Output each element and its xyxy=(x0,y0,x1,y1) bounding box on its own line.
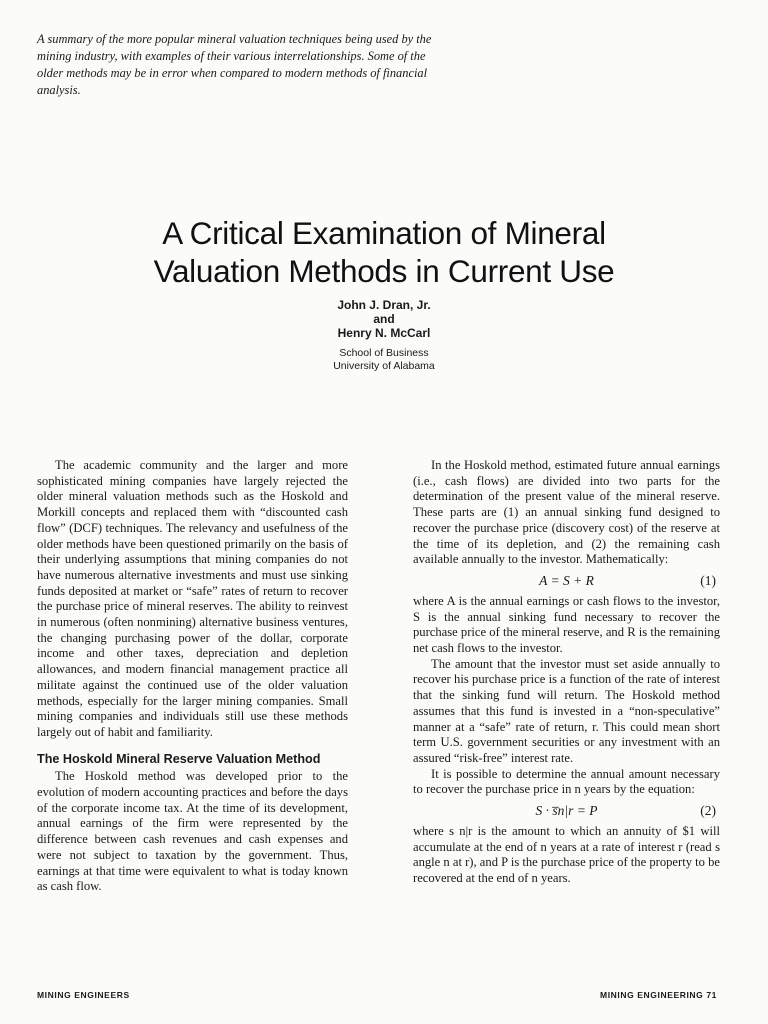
footer-left: MINING ENGINEERS xyxy=(37,990,130,1000)
equation-1-formula: A = S + R xyxy=(539,572,594,588)
author-conjunction: and xyxy=(373,312,395,326)
authors xyxy=(0,298,768,340)
intro-paragraph: The academic community and the larger and more sophisticated mining companies have largely rejected the older mineral valuation methods such as the Hoskold and Morkill concepts and replaced them with “discounted cash flow” (DCF) techniques. The relevancy and usefulness of the older methods have been questioned primarily on the basis of their underlying assumptions that mining companies do not have numerous alternative investments and must use sinking funds deposited at market or “safe” rates of return to recover the purchase price of mineral reserves. The ability to reinvest in numerous (often nonmining) alternative business ventures, the changing purchasing power of the dollar, corporate income and other taxes, depreciation and depletion allowances, and modern financial management practice all militate against the continued use of the older valuation methods, especially for the larger mining companies. Small mining companies and individuals still use these methods largely out of habit and familiarity. xyxy=(37,458,348,739)
affiliation-line-1: School of Business xyxy=(339,347,429,359)
left-column xyxy=(37,458,348,895)
right-paragraph-1: In the Hoskold method, estimated future annual earnings (i.e., cash flows) are divided into two parts for the determination of the present value of the mineral reserve. These parts are (1) an annual sinking fund designed to recover the purchase price (discovery cost) of the reserve at the time of its depletion, and (2) the remaining cash available annually to the investor. Mathematically: xyxy=(413,458,720,567)
title-line-2: Valuation Methods in Current Use xyxy=(153,253,615,289)
right-paragraph-5: where s n|r is the amount to which an annuity of $1 will accumulate at the end of n years at a rate of interest r (read s angle n at r), and P is the purchase price of the property to be recovered at the end of n years. xyxy=(413,824,720,886)
right-column xyxy=(413,458,720,887)
article-title xyxy=(0,214,768,290)
footer-right: MINING ENGINEERING 71 xyxy=(600,990,717,1000)
author-1: John J. Dran, Jr. xyxy=(337,298,431,312)
right-paragraph-4: It is possible to determine the annual amount necessary to recover the purchase price in n years by the equation: xyxy=(413,766,720,797)
equation-2-number: (2) xyxy=(700,803,716,819)
equation-2-formula: S · s̅n|r = P xyxy=(535,803,598,819)
equation-1-number: (1) xyxy=(700,572,716,588)
abstract: A summary of the more popular mineral valuation techniques being used by the mining industry, with examples of their various interrelationships. Some of the older methods may be in error when compared to modern methods of financial analysis. xyxy=(37,32,432,97)
author-2: Henry N. McCarl xyxy=(337,326,431,340)
hoskold-paragraph: The Hoskold method was developed prior to the evolution of modern accounting practices and before the days of the corporate income tax. At the time of its development, annual earnings of the firm were represented by the difference between cash revenues and cash expenses and were not subject to taxation by the government. Thus, earnings at that time were equivalent to what is today known as cash flow. xyxy=(37,769,348,894)
right-paragraph-3: The amount that the investor must set aside annually to recover his purchase price is a function of the rate of interest that the sinking fund will return. The Hoskold method assumes that this fund is invested in a “non-speculative” manner at a “safe” rate of return, r. This could mean short term U.S. government securities or any investment with an assured “risk-free” interest rate. xyxy=(413,656,720,765)
affiliation-line-2: University of Alabama xyxy=(333,360,435,372)
affiliation xyxy=(0,347,768,373)
section-heading: The Hoskold Mineral Reserve Valuation Method xyxy=(37,751,321,766)
equation-2 xyxy=(413,800,720,822)
right-paragraph-2: where A is the annual earnings or cash flows to the investor, S is the annual sinking fund necessary to recover the purchase price of the mineral reserve, and R is the remaining net cash flows to the investor. xyxy=(413,593,720,656)
equation-1 xyxy=(413,570,720,592)
title-line-1: A Critical Examination of Mineral xyxy=(162,215,606,251)
